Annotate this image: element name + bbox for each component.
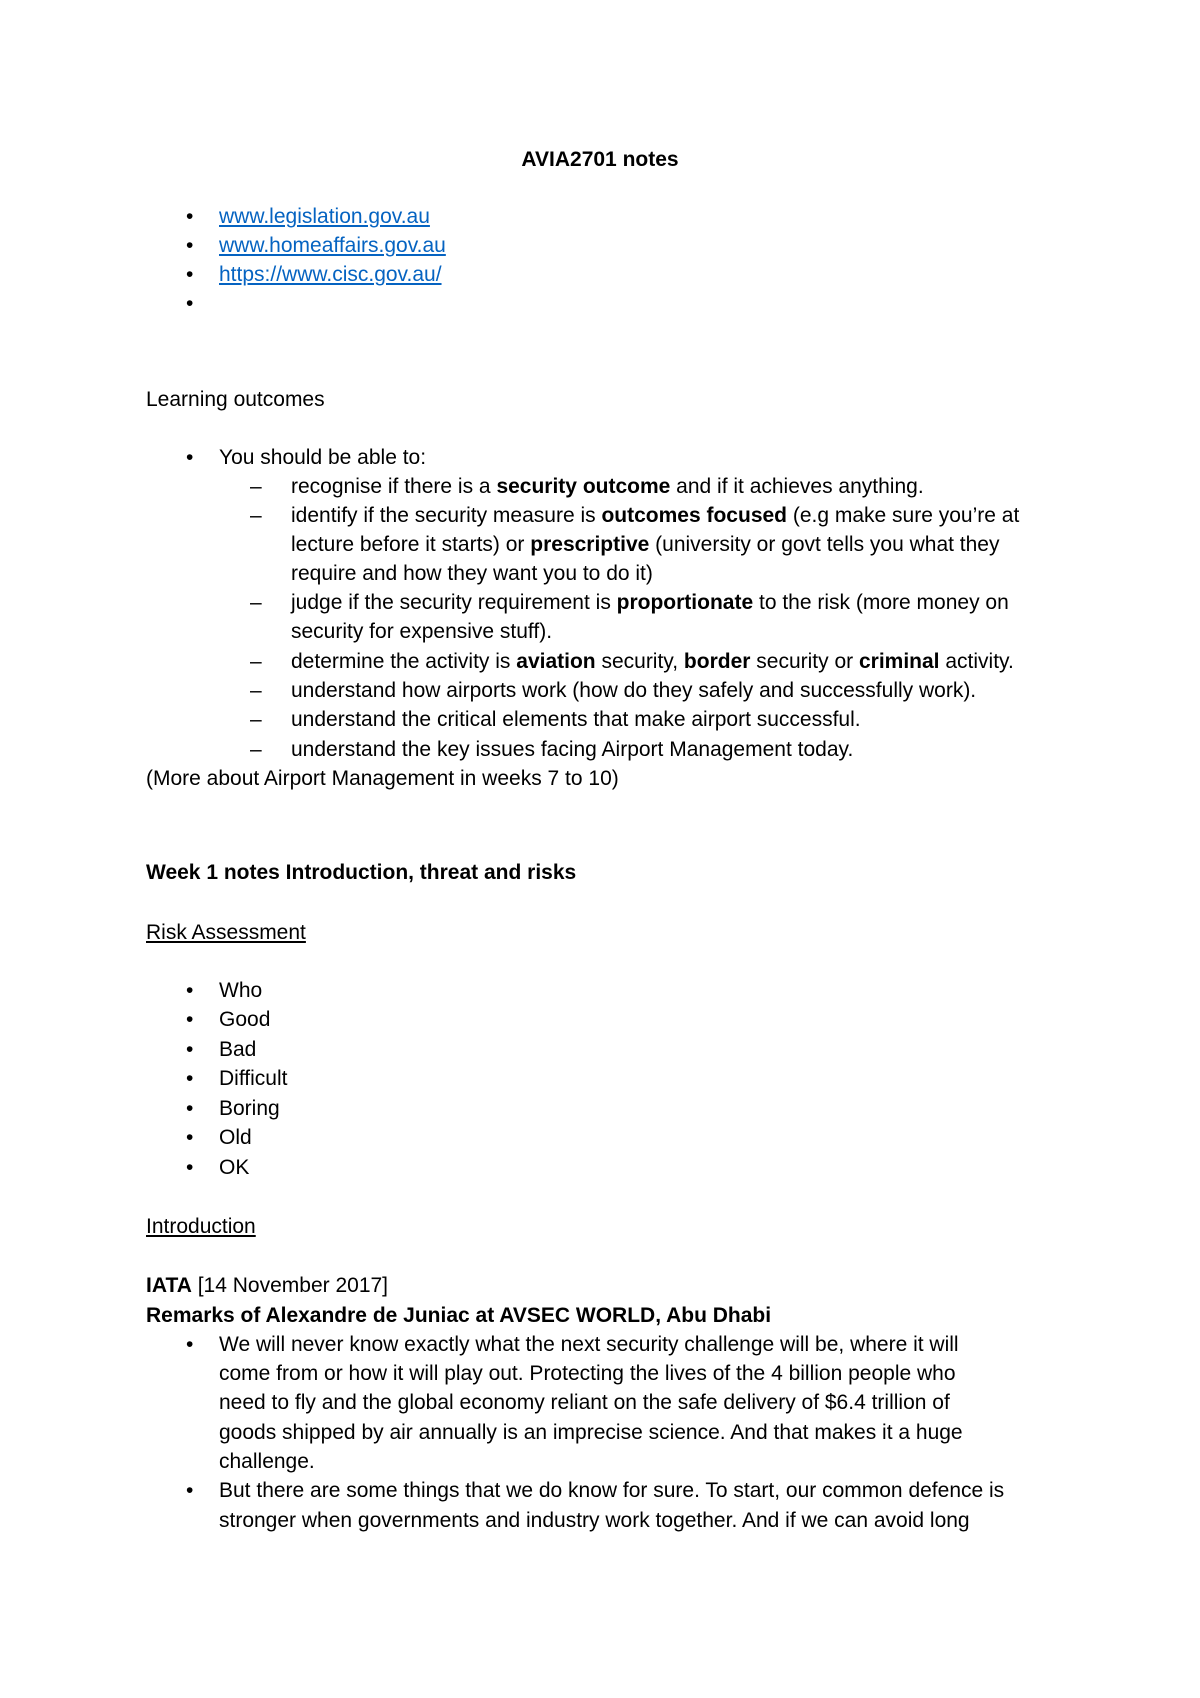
- dash-icon: –: [250, 679, 262, 702]
- introduction-heading: Introduction: [146, 1215, 256, 1238]
- dash-icon: –: [250, 504, 262, 527]
- bold-text: criminal: [858, 650, 940, 673]
- risk-item: Who: [219, 979, 263, 1002]
- text: (university or govt tells you what they: [649, 533, 1000, 556]
- dash-icon: –: [250, 738, 262, 761]
- iata-date: [14 November 2017]: [191, 1274, 389, 1297]
- learning-outcomes-heading: Learning outcomes: [146, 388, 325, 411]
- dash-icon: –: [250, 708, 262, 731]
- learning-footer: (More about Airport Management in weeks 7 to 10): [146, 767, 619, 790]
- bullet-icon: •: [186, 234, 194, 257]
- text: activity.: [939, 650, 1014, 673]
- text: stronger when governments and industry work together. And if we can avoid long: [219, 1509, 970, 1532]
- bullet-icon: •: [186, 1008, 194, 1031]
- bullet-icon: •: [186, 1126, 194, 1149]
- iata-line: [146, 1271, 388, 1300]
- bullet-icon: •: [186, 1038, 194, 1061]
- text: to the risk (more money on: [753, 591, 1009, 614]
- bold-text: prescriptive: [530, 533, 650, 556]
- bullet-icon: •: [186, 263, 194, 286]
- dash-icon: –: [250, 650, 262, 673]
- link-cisc[interactable]: https://www.cisc.gov.au/: [219, 263, 442, 286]
- text: understand how airports work (how do they safely and successfully work).: [291, 679, 977, 702]
- text: We will never know exactly what the next security challenge will be, where it will: [219, 1333, 959, 1356]
- risk-assessment-heading: Risk Assessment: [146, 921, 306, 944]
- risk-item: Difficult: [219, 1067, 288, 1090]
- text: lecture before it starts) or: [291, 533, 531, 556]
- bullet-icon: •: [186, 1333, 194, 1356]
- dash-icon: –: [250, 475, 262, 498]
- iata-label: IATA: [146, 1274, 192, 1297]
- bullet-icon: •: [186, 1156, 194, 1179]
- text: need to fly and the global economy reliant on the safe delivery of $6.4 trillion of: [219, 1391, 950, 1414]
- bullet-icon: •: [186, 1097, 194, 1120]
- bold-text: aviation: [516, 650, 596, 673]
- dash-icon: –: [250, 591, 262, 614]
- text: determine the activity is: [291, 650, 517, 673]
- link-homeaffairs[interactable]: www.homeaffairs.gov.au: [219, 234, 446, 257]
- document-title: AVIA2701 notes: [521, 148, 679, 171]
- bold-text: border: [683, 650, 751, 673]
- bullet-icon: •: [186, 205, 194, 228]
- text: understand the key issues facing Airport Management today.: [291, 738, 854, 761]
- text: identify if the security measure is: [291, 504, 602, 527]
- link-legislation[interactable]: www.legislation.gov.au: [219, 205, 430, 228]
- text: and if it achieves anything.: [670, 475, 924, 498]
- bullet-icon: •: [186, 446, 194, 469]
- text: challenge.: [219, 1450, 315, 1473]
- remarks-heading: Remarks of Alexandre de Juniac at AVSEC WORLD, Abu Dhabi: [146, 1304, 772, 1327]
- bullet-icon: •: [186, 292, 194, 315]
- risk-item: OK: [219, 1156, 250, 1179]
- text: goods shipped by air annually is an imprecise science. And that makes it a huge: [219, 1421, 963, 1444]
- risk-item: Good: [219, 1008, 271, 1031]
- risk-item: Bad: [219, 1038, 257, 1061]
- bullet-icon: •: [186, 1067, 194, 1090]
- bullet-icon: •: [186, 1479, 194, 1502]
- text: require and how they want you to do it): [291, 562, 653, 585]
- bold-text: outcomes focused: [601, 504, 788, 527]
- text: come from or how it will play out. Protecting the lives of the 4 billion people who: [219, 1362, 956, 1385]
- risk-item: Old: [219, 1126, 252, 1149]
- learning-intro: You should be able to:: [219, 446, 427, 469]
- text: recognise if there is a: [291, 475, 497, 498]
- bold-text: security outcome: [496, 475, 671, 498]
- text: But there are some things that we do know for sure. To start, our common defence is: [219, 1479, 1005, 1502]
- text: judge if the security requirement is: [291, 591, 617, 614]
- week1-heading: Week 1 notes Introduction, threat and risks: [146, 861, 577, 884]
- text: (e.g make sure you’re at: [787, 504, 1020, 527]
- text: security,: [595, 650, 684, 673]
- text: understand the critical elements that make airport successful.: [291, 708, 861, 731]
- risk-item: Boring: [219, 1097, 280, 1120]
- bullet-icon: •: [186, 979, 194, 1002]
- text: security or: [750, 650, 859, 673]
- text: security for expensive stuff).: [291, 620, 553, 643]
- bold-text: proportionate: [616, 591, 754, 614]
